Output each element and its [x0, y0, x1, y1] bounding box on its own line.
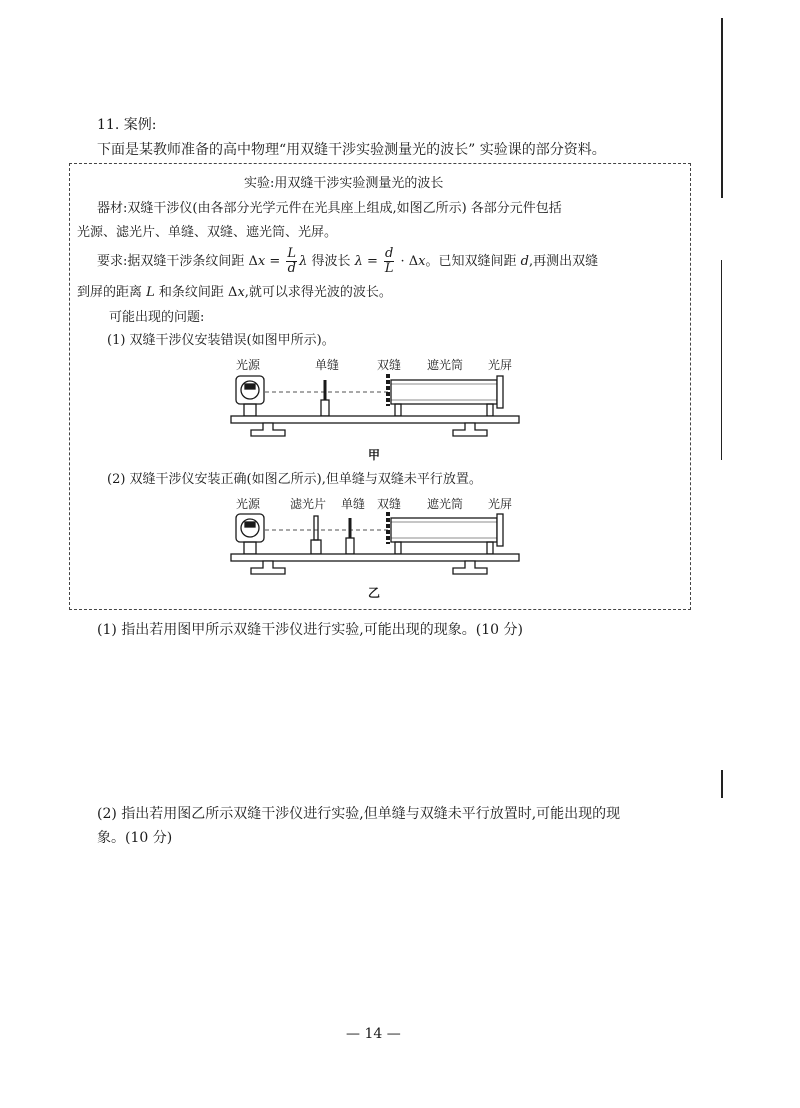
req-end: ,再测出双缝 — [528, 254, 599, 269]
shading-tube — [391, 518, 497, 542]
fig-yi-caption: 乙 — [368, 586, 381, 600]
fig-yi-label-tube: 遮光筒 — [427, 497, 464, 511]
fig-jia-label-screen: 光屏 — [488, 358, 513, 372]
equals: = — [362, 254, 382, 269]
scan-edge-mark — [721, 18, 723, 198]
req-dot: · Δ — [396, 254, 419, 269]
question-intro: 下面是某教师准备的高中物理“用双缝干涉实验测量光的波长” 实验课的部分资料。 — [97, 142, 606, 158]
equipment-line1: 器材:双缝干涉仪(由各部分光学元件在光具座上组成,如图乙所示) 各部分元件包括 — [97, 201, 562, 216]
var-x: x — [418, 254, 426, 269]
sub-question-2-line1: (2) 指出若用图乙所示双缝干涉仪进行实验,但单缝与双缝未平行放置时,可能出现的现 — [97, 806, 621, 822]
var-lambda: λ — [299, 254, 308, 269]
fig-yi-label-double-slit: 双缝 — [377, 497, 402, 511]
req-mid: 得波长 — [307, 254, 355, 269]
sub-question-2-line2: 象。(10 分) — [97, 830, 173, 846]
fraction-L-over-d — [286, 247, 297, 276]
screen — [497, 376, 503, 408]
fig-jia-label-tube: 遮光筒 — [427, 358, 464, 372]
req-prefix: 要求:据双缝干涉条纹间距 Δ — [97, 254, 258, 269]
scan-edge-mark — [721, 260, 722, 460]
question-number: 11. 案例: — [97, 117, 157, 133]
optical-bench — [231, 416, 519, 423]
equipment-line2: 光源、滤光片、单缝、双缝、遮光筒、光屏。 — [77, 225, 338, 240]
fig-yi-label-single-slit: 单缝 — [341, 497, 366, 511]
frac-den: d — [287, 261, 296, 276]
fig-jia-label-double-slit: 双缝 — [377, 358, 402, 372]
fig-jia-label-single-slit: 单缝 — [315, 358, 340, 372]
figure-jia-diagram — [225, 370, 525, 442]
var-x: x — [237, 285, 245, 300]
screen — [497, 514, 503, 546]
optical-bench — [231, 554, 519, 561]
fig-jia-label-light-source: 光源 — [236, 358, 261, 372]
figure-yi-diagram — [225, 508, 525, 580]
var-d: d — [520, 254, 529, 269]
frac-num: d — [385, 246, 394, 261]
material-title: 实验:用双缝干涉实验测量光的波长 — [244, 176, 444, 191]
var-L: L — [146, 285, 155, 300]
req-line2-a: 到屏的距离 — [77, 285, 147, 300]
equals: = — [265, 254, 285, 269]
frac-den: L — [384, 261, 394, 276]
scan-edge-mark — [721, 770, 723, 798]
requirement-line2 — [77, 283, 392, 303]
fig-jia-caption: 甲 — [368, 448, 381, 462]
shading-tube — [391, 380, 497, 404]
req-line2-c: ,就可以求得光波的波长。 — [244, 285, 392, 300]
requirement-line1 — [97, 247, 598, 277]
problem-2: (2) 双缝干涉仪安装正确(如图乙所示),但单缝与双缝未平行放置。 — [107, 472, 482, 487]
problem-1: (1) 双缝干涉仪安装错误(如图甲所示)。 — [107, 333, 335, 348]
var-x: x — [257, 254, 266, 269]
fraction-d-over-L — [384, 247, 394, 276]
problems-label: 可能出现的问题: — [109, 310, 205, 325]
req-suffix: 。已知双缝间距 — [425, 254, 521, 269]
fig-yi-label-screen: 光屏 — [488, 497, 513, 511]
sub-question-1: (1) 指出若用图甲所示双缝干涉仪进行实验,可能出现的现象。(10 分) — [97, 622, 523, 638]
fig-yi-label-filter: 滤光片 — [290, 497, 327, 511]
fig-yi-label-light-source: 光源 — [236, 497, 261, 511]
page-number: — 14 — — [346, 1026, 401, 1042]
var-lambda: λ — [354, 254, 363, 269]
req-line2-b: 和条纹间距 Δ — [154, 285, 238, 300]
frac-num: L — [287, 246, 297, 261]
